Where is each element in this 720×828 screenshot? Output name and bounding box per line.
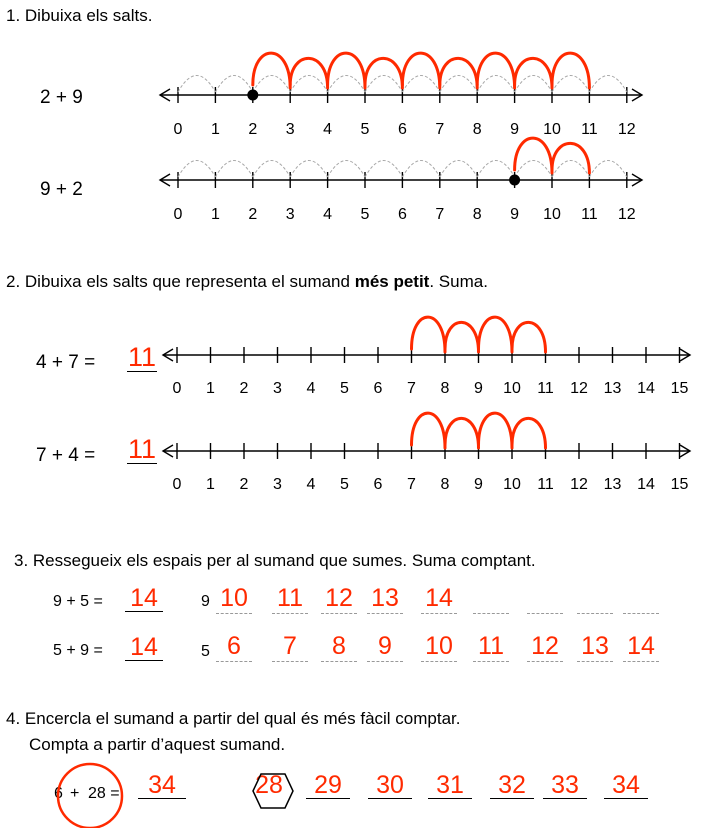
count-slot: 10 bbox=[216, 586, 252, 614]
number-line-4 bbox=[163, 413, 690, 493]
tick-label: 2 bbox=[248, 206, 258, 223]
guide-arc bbox=[215, 161, 252, 178]
tick-label: 12 bbox=[570, 476, 588, 493]
start-dot bbox=[509, 175, 520, 186]
exercise-3-answer-2: 14 bbox=[125, 635, 163, 661]
guide-arc bbox=[552, 161, 589, 178]
tick-label: 0 bbox=[172, 380, 182, 397]
tick-label: 1 bbox=[210, 206, 220, 223]
jump-arc bbox=[515, 138, 552, 173]
tick-label: 1 bbox=[206, 380, 215, 397]
tick-label: 2 bbox=[239, 380, 249, 397]
guide-arc bbox=[515, 161, 552, 178]
guide-arc bbox=[477, 161, 514, 178]
count-slot: 9 bbox=[367, 634, 403, 662]
guide-arc bbox=[589, 76, 626, 93]
tick-label: 13 bbox=[603, 380, 622, 397]
count-slot: 32 bbox=[490, 773, 534, 799]
start-dot bbox=[247, 90, 258, 101]
count-slot: 11 bbox=[473, 634, 509, 662]
exercise-3-title: 3. Ressegueix els espais per al sumand que sumes. Suma comptant. bbox=[14, 551, 536, 570]
tick-label: 7 bbox=[435, 121, 445, 138]
guide-arc bbox=[290, 161, 327, 178]
tick-label: 5 bbox=[360, 121, 370, 138]
tick-label: 10 bbox=[543, 121, 561, 138]
tick-label: 6 bbox=[373, 476, 383, 493]
tick-label: 3 bbox=[273, 476, 282, 493]
exercise-2-answer-2: 11 bbox=[127, 434, 157, 464]
tick-label: 9 bbox=[510, 121, 520, 138]
tick-label: 11 bbox=[537, 380, 554, 397]
circled-addend-6 bbox=[58, 764, 122, 828]
jump-arc bbox=[512, 418, 546, 448]
tick-label: 3 bbox=[285, 206, 295, 223]
exercise-2-expression-2: 7 + 4 = bbox=[36, 445, 96, 466]
guide-arc bbox=[253, 76, 290, 93]
exercise-3-expression-1: 9 + 5 = bbox=[53, 593, 103, 610]
tick-label: 14 bbox=[637, 476, 655, 493]
jump-arc bbox=[412, 413, 446, 448]
exercise-2-title-bold: més petit bbox=[354, 272, 430, 291]
tick-label: 9 bbox=[474, 380, 483, 397]
guide-arc bbox=[440, 76, 477, 93]
jump-arc bbox=[445, 418, 479, 448]
guide-arc bbox=[477, 76, 514, 93]
number-line-2 bbox=[160, 138, 642, 223]
tick-label: 6 bbox=[397, 206, 407, 223]
tick-label: 4 bbox=[306, 380, 316, 397]
tick-label: 0 bbox=[173, 206, 183, 223]
jump-arc bbox=[479, 317, 513, 352]
count-slot: 8 bbox=[321, 634, 357, 662]
tick-label: 7 bbox=[435, 206, 445, 223]
guide-arc bbox=[178, 161, 215, 178]
tick-label: 10 bbox=[503, 476, 521, 493]
guide-arc bbox=[440, 161, 477, 178]
count-slot: 12 bbox=[321, 586, 357, 614]
jump-arc bbox=[445, 322, 479, 352]
exercise-2-title-start: 2. Dibuixa els salts que representa el sumand bbox=[6, 272, 355, 291]
count-slot: 31 bbox=[428, 773, 472, 799]
exercise-4-start: 28 bbox=[255, 771, 283, 799]
count-slot: 11 bbox=[272, 586, 308, 614]
tick-label: 0 bbox=[173, 121, 183, 138]
tick-label: 8 bbox=[440, 380, 450, 397]
tick-label: 10 bbox=[503, 380, 521, 397]
tick-label: 7 bbox=[407, 476, 416, 493]
tick-label: 3 bbox=[273, 380, 282, 397]
guide-arc bbox=[402, 161, 439, 178]
tick-label: 15 bbox=[670, 476, 689, 493]
tick-label: 6 bbox=[397, 121, 407, 138]
tick-label: 2 bbox=[248, 121, 258, 138]
jump-arc bbox=[253, 53, 290, 88]
count-slot: 13 bbox=[367, 586, 403, 614]
number-line-3 bbox=[163, 317, 690, 397]
tick-label: 4 bbox=[323, 206, 333, 223]
exercise-4-title-line-2: Compta a partir d’aquest sumand. bbox=[29, 735, 286, 754]
hexagon-start-28 bbox=[253, 774, 293, 808]
guide-arc bbox=[328, 76, 365, 93]
tick-label: 2 bbox=[239, 476, 249, 493]
guide-arc bbox=[328, 161, 365, 178]
exercise-3-start-1: 9 bbox=[201, 593, 210, 610]
guide-arc bbox=[552, 76, 589, 93]
exercise-4-addend-small: 6 bbox=[54, 785, 63, 802]
tick-label: 4 bbox=[306, 476, 316, 493]
count-slot: 10 bbox=[421, 634, 457, 662]
count-slot: 6 bbox=[216, 634, 252, 662]
exercise-3-start-2: 5 bbox=[201, 643, 210, 660]
count-slot: 13 bbox=[577, 634, 613, 662]
tick-label: 9 bbox=[510, 206, 520, 223]
guide-arc bbox=[365, 161, 402, 178]
number-line-1 bbox=[160, 53, 642, 138]
jump-arc bbox=[328, 53, 365, 88]
count-slot: 34 bbox=[604, 773, 648, 799]
count-slot: 14 bbox=[623, 634, 659, 662]
count-slot: 30 bbox=[368, 773, 412, 799]
tick-label: 0 bbox=[172, 476, 182, 493]
tick-label: 10 bbox=[543, 206, 561, 223]
exercise-3-expression-2: 5 + 9 = bbox=[53, 642, 103, 659]
jump-arc bbox=[552, 53, 589, 88]
tick-label: 5 bbox=[340, 380, 349, 397]
guide-arc bbox=[589, 161, 626, 178]
tick-label: 11 bbox=[581, 121, 598, 138]
tick-label: 15 bbox=[670, 380, 689, 397]
tick-label: 9 bbox=[474, 476, 483, 493]
tick-label: 8 bbox=[440, 476, 450, 493]
tick-label: 12 bbox=[617, 121, 636, 138]
tick-label: 1 bbox=[206, 476, 215, 493]
guide-arc bbox=[215, 76, 252, 93]
guide-arc bbox=[253, 161, 290, 178]
jump-arc bbox=[402, 53, 439, 88]
exercise-2-title-end: . Suma. bbox=[429, 272, 488, 291]
count-slot: 12 bbox=[527, 634, 563, 662]
guide-arc bbox=[402, 76, 439, 93]
tick-label: 8 bbox=[472, 206, 482, 223]
exercise-2-expression-1: 4 + 7 = bbox=[36, 352, 96, 373]
count-slot: 14 bbox=[421, 586, 457, 614]
jump-arc bbox=[479, 413, 513, 448]
exercise-4-addend-large: 28 = bbox=[88, 785, 120, 802]
exercise-3-answer-1: 14 bbox=[125, 586, 163, 612]
exercise-4-title-line-1: 4. Encercla el sumand a partir del qual és més fàcil comptar. bbox=[6, 709, 461, 728]
tick-label: 3 bbox=[285, 121, 295, 138]
jump-arc bbox=[512, 322, 546, 352]
count-slot: 7 bbox=[272, 634, 308, 662]
exercise-1-title: 1. Dibuixa els salts. bbox=[6, 6, 153, 25]
tick-label: 6 bbox=[373, 380, 383, 397]
guide-arc bbox=[365, 76, 402, 93]
jump-arc bbox=[477, 53, 514, 88]
tick-label: 5 bbox=[360, 206, 370, 223]
tick-label: 14 bbox=[637, 380, 655, 397]
exercise-4-plus: + bbox=[70, 785, 80, 802]
exercise-1-expression-1: 2 + 9 bbox=[40, 87, 83, 108]
exercise-2-answer-1: 11 bbox=[127, 342, 157, 372]
tick-label: 12 bbox=[570, 380, 588, 397]
jump-arc bbox=[412, 317, 446, 352]
tick-label: 7 bbox=[407, 380, 416, 397]
count-slot: 29 bbox=[306, 773, 350, 799]
guide-arc bbox=[515, 76, 552, 93]
tick-label: 12 bbox=[617, 206, 636, 223]
tick-label: 4 bbox=[323, 121, 333, 138]
tick-label: 13 bbox=[603, 476, 622, 493]
guide-arc bbox=[178, 76, 215, 93]
exercise-4-answer: 34 bbox=[138, 773, 186, 799]
count-slot: 33 bbox=[543, 773, 587, 799]
tick-label: 5 bbox=[340, 476, 349, 493]
exercise-1-expression-2: 9 + 2 bbox=[40, 179, 83, 200]
tick-label: 1 bbox=[210, 121, 220, 138]
tick-label: 11 bbox=[581, 206, 598, 223]
guide-arc bbox=[290, 76, 327, 93]
tick-label: 11 bbox=[537, 476, 554, 493]
tick-label: 8 bbox=[472, 121, 482, 138]
